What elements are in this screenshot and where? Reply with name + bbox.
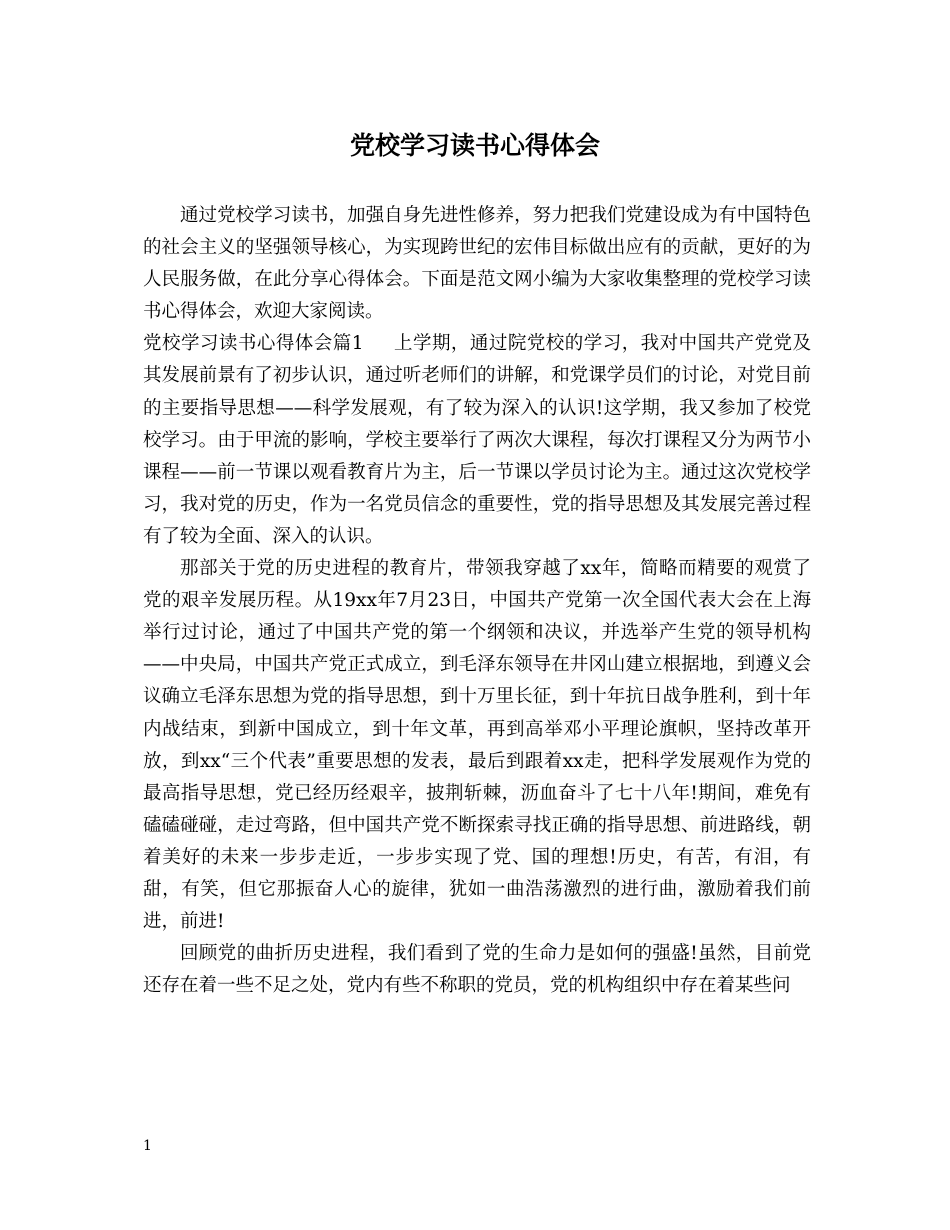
intro-paragraph: 通过党校学习读书，加强自身先进性修养，努力把我们党建设成为有中国特色的社会主义的坚强领导核心，为实现跨世纪的宏伟目标做出应有的贡献，更好的为人民服务做，在此分享心得体会。下面是范文网小编为大家收集整理的党校学习读书心得体会，欢迎大家阅读。 (143, 205, 811, 323)
section-1-text: 上学期，通过院党校的学习，我对中国共产党党及其发展前景有了初步认识，通过听老师们的讲解，和党课学员们的讨论，对党目前的主要指导思想——科学发展观，有了较为深入的认识!这学期，我又参加了校党校学习。由于甲流的影响，学校主要举行了两次大课程，每次打课程又分为两节小课程——前一节课以观看教育片为主，后一节课以学员讨论为主。通过这次党校学习，我对党的历史，作为一名党员信念的重要性，党的指导思想及其发展完善过程有了较为全面、深入的认识。 (143, 333, 811, 547)
document-body (143, 200, 811, 1002)
page-number: 1 (143, 1138, 152, 1154)
section-1-heading: 党校学习读书心得体会篇1 (143, 333, 364, 355)
history-paragraph: 那部关于党的历史进程的教育片，带领我穿越了xx年，简略而精要的观赏了党的艰辛发展历程。从19xx年7月23日，中国共产党第一次全国代表大会在上海举行过讨论，通过了中国共产党的第一个纲领和决议，并选举产生党的领导机构——中央局，中国共产党正式成立，到毛泽东领导在井冈山建立根据地，到遵义会议确立毛泽东思想为党的指导思想，到十万里长征，到十年抗日战争胜利，到十年内战结束，到新中国成立，到十年文革，再到高举邓小平理论旗帜，坚持改革开放，到xx“三个代表”重要思想的发表，最后到跟着xx走，把科学发展观作为党的最高指导思想，党已经历经艰辛，披荆斩棘，沥血奋斗了七十八年!期间，难免有磕磕碰碰，走过弯路，但中国共产党不断探索寻找正确的指导思想、前进路线，朝着美好的未来一步步走近，一步步实现了党、国的理想!历史，有苦，有泪，有甜，有笑，但它那振奋人心的旋律，犹如一曲浩荡激烈的进行曲，激励着我们前进，前进! (143, 558, 811, 933)
review-paragraph: 回顾党的曲折历史进程，我们看到了党的生命力是如何的强盛!虽然，目前党还存在着一些不足之处，党内有些不称职的党员，党的机构组织中存在着某些问 (143, 943, 811, 997)
section-1-paragraph (143, 328, 811, 553)
document-title: 党校学习读书心得体会 (349, 131, 600, 160)
